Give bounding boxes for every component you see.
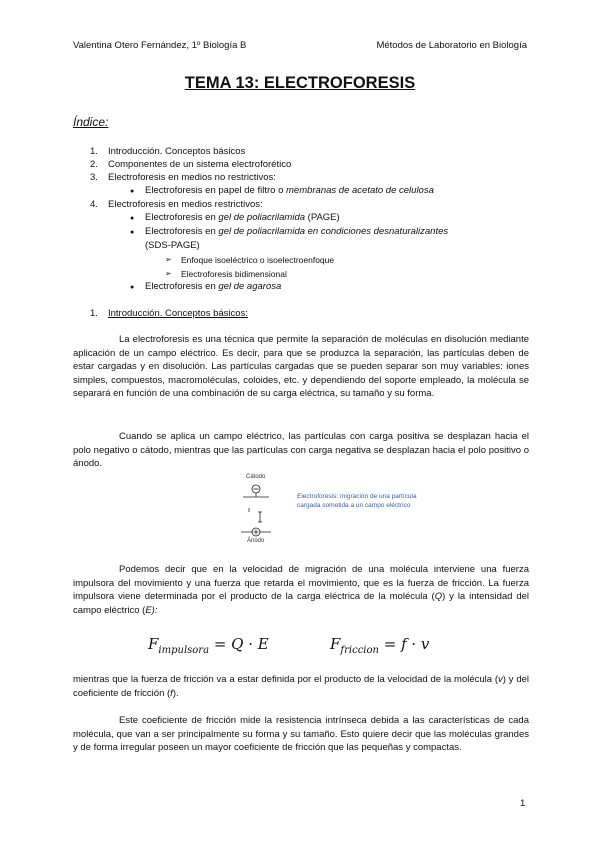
- toc-sub-4b: [145, 226, 448, 238]
- toc-num: 3.: [90, 172, 98, 183]
- page-header: [73, 40, 527, 51]
- toc-sub-3: [145, 185, 434, 197]
- toc-num: 4.: [90, 199, 98, 210]
- toc-item-1: [90, 146, 245, 158]
- paragraph-5: [73, 714, 529, 755]
- bullet-icon: ●: [130, 188, 135, 195]
- paragraph-text: mientras que la fuerza de fricción va a estar definida por el producto de la velocidad de la molécula (: [73, 674, 499, 685]
- paragraph-text: ).: [172, 687, 179, 699]
- toc-sub-4c: [145, 281, 281, 293]
- bullet-icon: ●: [130, 284, 135, 291]
- paragraph-2: [73, 430, 529, 471]
- toc-text: Electroforesis en medios no restrictivos:: [108, 172, 276, 183]
- toc-item-2: [90, 159, 291, 171]
- section-heading: [90, 308, 248, 319]
- paragraph-text: Este coeficiente de fricción mide la resistencia intrínseca debida a las características de cada molécula, que van a ser principalmente su forma y su tamaño. Esto quiere decir que las moléculas grandes y de forma irregular poseen un mayor coeficiente de fricción que las pequeñas y compactas.: [73, 715, 529, 753]
- symbol-f: f: [170, 687, 173, 699]
- toc-sub-italic: gel de agarosa: [218, 281, 282, 292]
- anode-label: Ánodo: [247, 538, 265, 544]
- formula-sub: impulsora: [158, 645, 210, 656]
- toc-sub-4b-1: Enfoque isoeléctrico o isoelectroenfoque: [181, 255, 335, 265]
- toc-sub-4a: [145, 212, 340, 224]
- electrode-diagram-svg: [236, 472, 306, 548]
- formula-friccion: [330, 635, 429, 656]
- toc-text: Componentes de un sistema electroforético: [108, 159, 292, 170]
- symbol-e: E):: [145, 604, 158, 616]
- toc-text: Introducción. Conceptos básicos: [108, 146, 246, 157]
- formula-lhs: F: [148, 635, 159, 653]
- symbol-v: v: [498, 674, 503, 685]
- toc-num: 2.: [90, 159, 98, 170]
- page-number: 1: [520, 798, 526, 809]
- bullet-icon: ●: [130, 229, 135, 236]
- paragraph-text: ) y del coeficiente de fricción (: [73, 674, 529, 699]
- page-title: TEMA 13: ELECTROFORESIS: [184, 74, 416, 92]
- bullet-icon: ●: [130, 215, 135, 222]
- toc-sub-text: Electroforesis en: [145, 281, 219, 292]
- paragraph-text: ) y la intensidad del campo eléctrico (: [73, 591, 529, 616]
- paragraph-1: [73, 333, 529, 401]
- header-course: Métodos de Laboratorio en Biología: [376, 40, 527, 51]
- formula-sub: friccion: [340, 645, 379, 656]
- toc-text: Electroforesis en medios restrictivos:: [108, 199, 263, 210]
- electrophoresis-diagram: [236, 472, 416, 548]
- toc-sub-text: Electroforesis en papel de filtro o: [145, 185, 286, 196]
- toc-num: 1.: [90, 146, 98, 157]
- formula-rhs: = f · v: [378, 635, 430, 653]
- toc-sub-italic: gel de poliacrilamida en condiciones desnaturalizantes: [218, 226, 449, 237]
- toc-item-4: [90, 199, 263, 211]
- paragraph-text: Podemos decir que en la velocidad de migración de una molécula interviene una fuerza impulsora del movimiento y una fuerza que retarda el movimiento, que es la fuerza de fricción. La fuerza impulsora viene determinada por el producto de la carga eléctrica de la molécula (: [73, 564, 529, 602]
- arrow-right-icon: ➢: [165, 269, 172, 278]
- paragraph-4: [73, 673, 529, 700]
- toc-sub-4b-2: Electroforesis bidimensional: [181, 269, 287, 279]
- arrow-right-icon: ➢: [165, 255, 172, 264]
- paragraph-3: [73, 563, 529, 617]
- paragraph-text: Cuando se aplica un campo eléctrico, las partículas con carga positiva se desplazan hacia el polo negativo o cátodo, mientras que las partículas con carga negativa se desplazan hacia el polo positivo o ánodo.: [73, 431, 529, 469]
- toc-sub-text: Electroforesis en: [145, 212, 219, 223]
- index-heading: Índice:: [73, 115, 109, 129]
- section-num: 1.: [90, 308, 98, 319]
- toc-item-3: [90, 172, 276, 184]
- toc-sub-italic: gel de poliacrilamida: [218, 212, 306, 223]
- diagram-caption: Electroforesis: migración de una partícula cargada sometida a un campo eléctrico: [297, 493, 417, 509]
- formula-impulsora: [148, 635, 269, 656]
- section-title: Introducción. Conceptos básicos:: [108, 308, 248, 319]
- toc-sub-4b-line2: (SDS-PAGE): [145, 240, 200, 251]
- paragraph-text: La electroforesis es una técnica que permite la separación de moléculas en disolución mediante aplicación de un campo eléctrico. Es decir, para que se produzca la separación, las partículas deben de estar cargadas y en disolución. Las partículas cargadas que se pueden separar son muy variables: iones simples, compuestos, macromoléculas, coloides, etc. y dependiendo del soporte empleado, la molécula se separará en función de una combinación de su carga eléctrica, su tamaño y su forma.: [73, 334, 529, 399]
- formula-lhs: F: [330, 635, 341, 653]
- toc-sub-text: Electroforesis en: [145, 226, 219, 237]
- cathode-label: Cátodo: [246, 474, 266, 480]
- formula-rhs: = Q · E: [209, 635, 269, 653]
- toc-sub-tail: (PAGE): [305, 212, 340, 223]
- header-author: Valentina Otero Fernández, 1º Biología B: [73, 40, 247, 51]
- toc-sub-italic: membranas de acetato de celulosa: [286, 185, 434, 196]
- symbol-q: Q: [434, 591, 443, 602]
